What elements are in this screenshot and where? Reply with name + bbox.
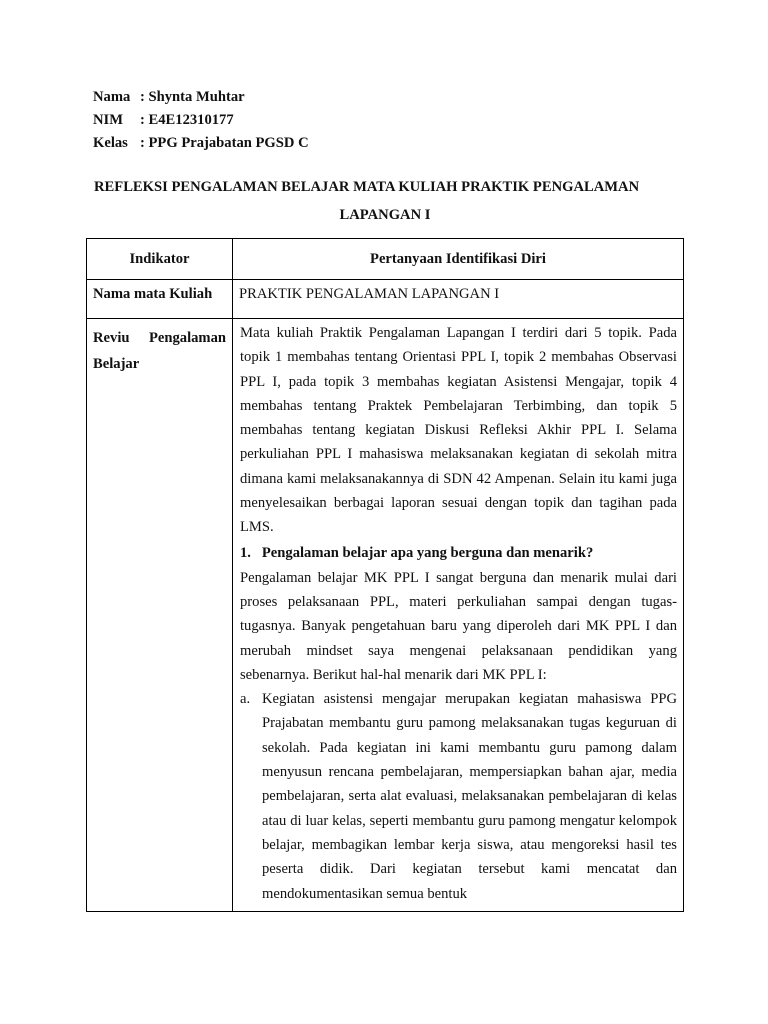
nim-value: : E4E12310177 [140,112,234,128]
row-content-reviu [233,319,684,912]
list-item [240,687,677,906]
title-line-1: REFLEKSI PENGALAMAN BELAJAR MATA KULIAH PRAKTIK PENGALAMAN [94,179,640,195]
question-1: 1. Pengalaman belajar apa yang berguna dan menarik? [240,544,594,561]
nim-label: NIM [93,112,123,128]
row-value-nama-mata-kuliah: PRAKTIK PENGALAMAN LAPANGAN I [233,280,684,319]
row-label-nama-mata-kuliah: Nama mata Kuliah [87,280,233,319]
reflection-table [86,238,684,912]
title-line-2: LAPANGAN I [339,207,431,223]
answer-1-paragraph: Pengalaman belajar MK PPL I sangat berguna dan menarik mulai dari proses pelaksanaan PPL, materi perkuliahan sampai dengan tugas-tugasnya. Banyak pengetahuan baru yang diperoleh dari MK PPL I dan merubah mindset saya mengenai pelaksanaan pendidikan yang sebenarnya. Berikut hal-hal menarik dari MK PPL I: [240,569,677,683]
nama-row [93,86,309,109]
document-title [86,173,684,229]
nama-label: Nama [93,89,131,105]
list-item-a-text: Kegiatan asistensi mengajar merupakan kegiatan mahasiswa PPG Prajabatan membantu guru pamong melaksanakan tugas keguruan di sekolah. Pada kegiatan ini kami membantu guru pamong dalam menyusun rencana pembelajaran, mempersiapkan bahan ajar, media pembelajaran, serta alat evaluasi, melaksanakan pembelajaran di kelas atau di luar kelas, seperti membantu guru pamong mengatur kelompok belajar, membagikan lembar kerja siswa, atau mengoreksi hasil tes peserta didik. Dari kegiatan tersebut kami mencatat dan mendokumentasikan semua bentuk [262,691,677,902]
kelas-row [93,132,309,155]
nim-row [93,109,309,132]
header-pertanyaan: Pertanyaan Identifikasi Diri [233,239,684,280]
kelas-value: : PPG Prajabatan PGSD C [140,135,309,151]
row-label-reviu: Reviu Pengalaman Belajar [87,319,233,912]
nama-value: : Shynta Muhtar [140,89,245,105]
table-row [87,280,684,319]
kelas-label: Kelas [93,135,128,151]
reviu-intro-paragraph: Mata kuliah Praktik Pengalaman Lapangan I terdiri dari 5 topik. Pada topik 1 membahas tentang Orientasi PPL I, topik 2 membahas Observasi PPL I, pada topik 3 membahas kegiatan Asistensi Mengajar, topik 4 membahas tentang Praktek Pembelajaran Terbimbing, dan topik 5 membahas tentang kegiatan Diskusi Refleksi Akhir PPL I. Selama perkuliahan PPL I mahasiswa melaksanakan kegiatan di sekolah mitra dimana kami melaksanakannya di SDN 42 Ampenan. Selain itu kami juga menyelesaikan berbagai laporan sesuai dengan topik dan tagihan pada LMS. [240,325,677,536]
student-identity [93,86,309,155]
header-indikator: Indikator [87,239,233,280]
table-row [87,319,684,912]
table-header-row [87,239,684,280]
list-marker-a: a. [240,691,251,708]
